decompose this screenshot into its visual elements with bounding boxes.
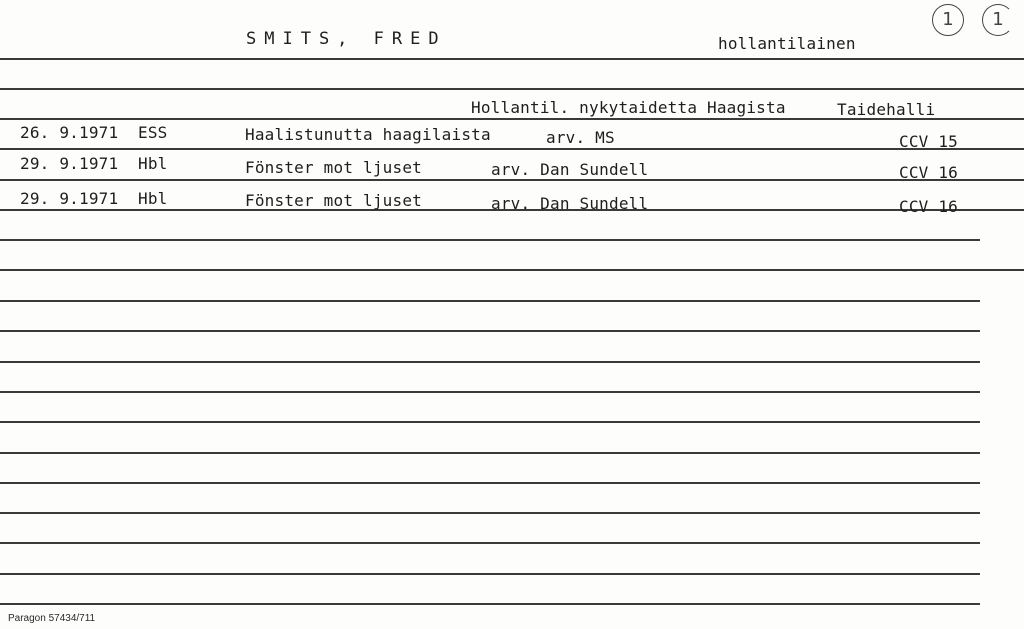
entry-ref: CCV 16: [899, 163, 958, 182]
entry-title: Haalistunutta haagilaista: [245, 125, 491, 144]
card-rule: [0, 391, 980, 393]
entry-ref: CCV 15: [899, 132, 958, 151]
card-rule: [0, 148, 1024, 150]
card-rule: [0, 452, 980, 454]
entry-source: ESS: [138, 123, 168, 142]
card-rule: [0, 603, 980, 605]
card-number-mark: [932, 4, 964, 36]
card-rule: [0, 88, 1024, 90]
card-rule: [0, 421, 980, 423]
card-rule: [0, 361, 980, 363]
exhibition-venue: Taidehalli: [837, 100, 936, 119]
entry-date: 29. 9.1971: [20, 154, 119, 173]
print-code: Paragon 57434/711: [8, 613, 96, 624]
card-number-mark-text: 1: [992, 9, 1004, 30]
card-rule: [0, 330, 980, 332]
card-rule: [0, 482, 980, 484]
entry-ref: CCV 16: [899, 197, 958, 216]
card-rule: [0, 300, 980, 302]
entry-date: 29. 9.1971: [20, 189, 119, 208]
entry-source: Hbl: [138, 189, 168, 208]
entry-title: Fönster mot ljuset: [245, 191, 422, 210]
card-rule: [0, 542, 980, 544]
card-rule: [0, 512, 980, 514]
entry-source: Hbl: [138, 154, 168, 173]
card-rule: [0, 269, 1024, 271]
card-number-mark: [982, 4, 1014, 36]
entry-reviewer: arv. MS: [546, 128, 615, 147]
entry-reviewer: arv. Dan Sundell: [491, 160, 649, 179]
card-number-mark-text: 1: [942, 9, 954, 30]
entry-reviewer: arv. Dan Sundell: [491, 194, 649, 213]
entry-title: Fönster mot ljuset: [245, 158, 422, 177]
card-rule: [0, 58, 1024, 60]
artist-name: SMITS, FRED: [246, 29, 447, 49]
exhibition-title: Hollantil. nykytaidetta Haagista: [471, 98, 786, 117]
card-rule: [0, 239, 980, 241]
entry-date: 26. 9.1971: [20, 123, 119, 142]
artist-nationality: hollantilainen: [718, 34, 856, 53]
card-rule: [0, 573, 980, 575]
